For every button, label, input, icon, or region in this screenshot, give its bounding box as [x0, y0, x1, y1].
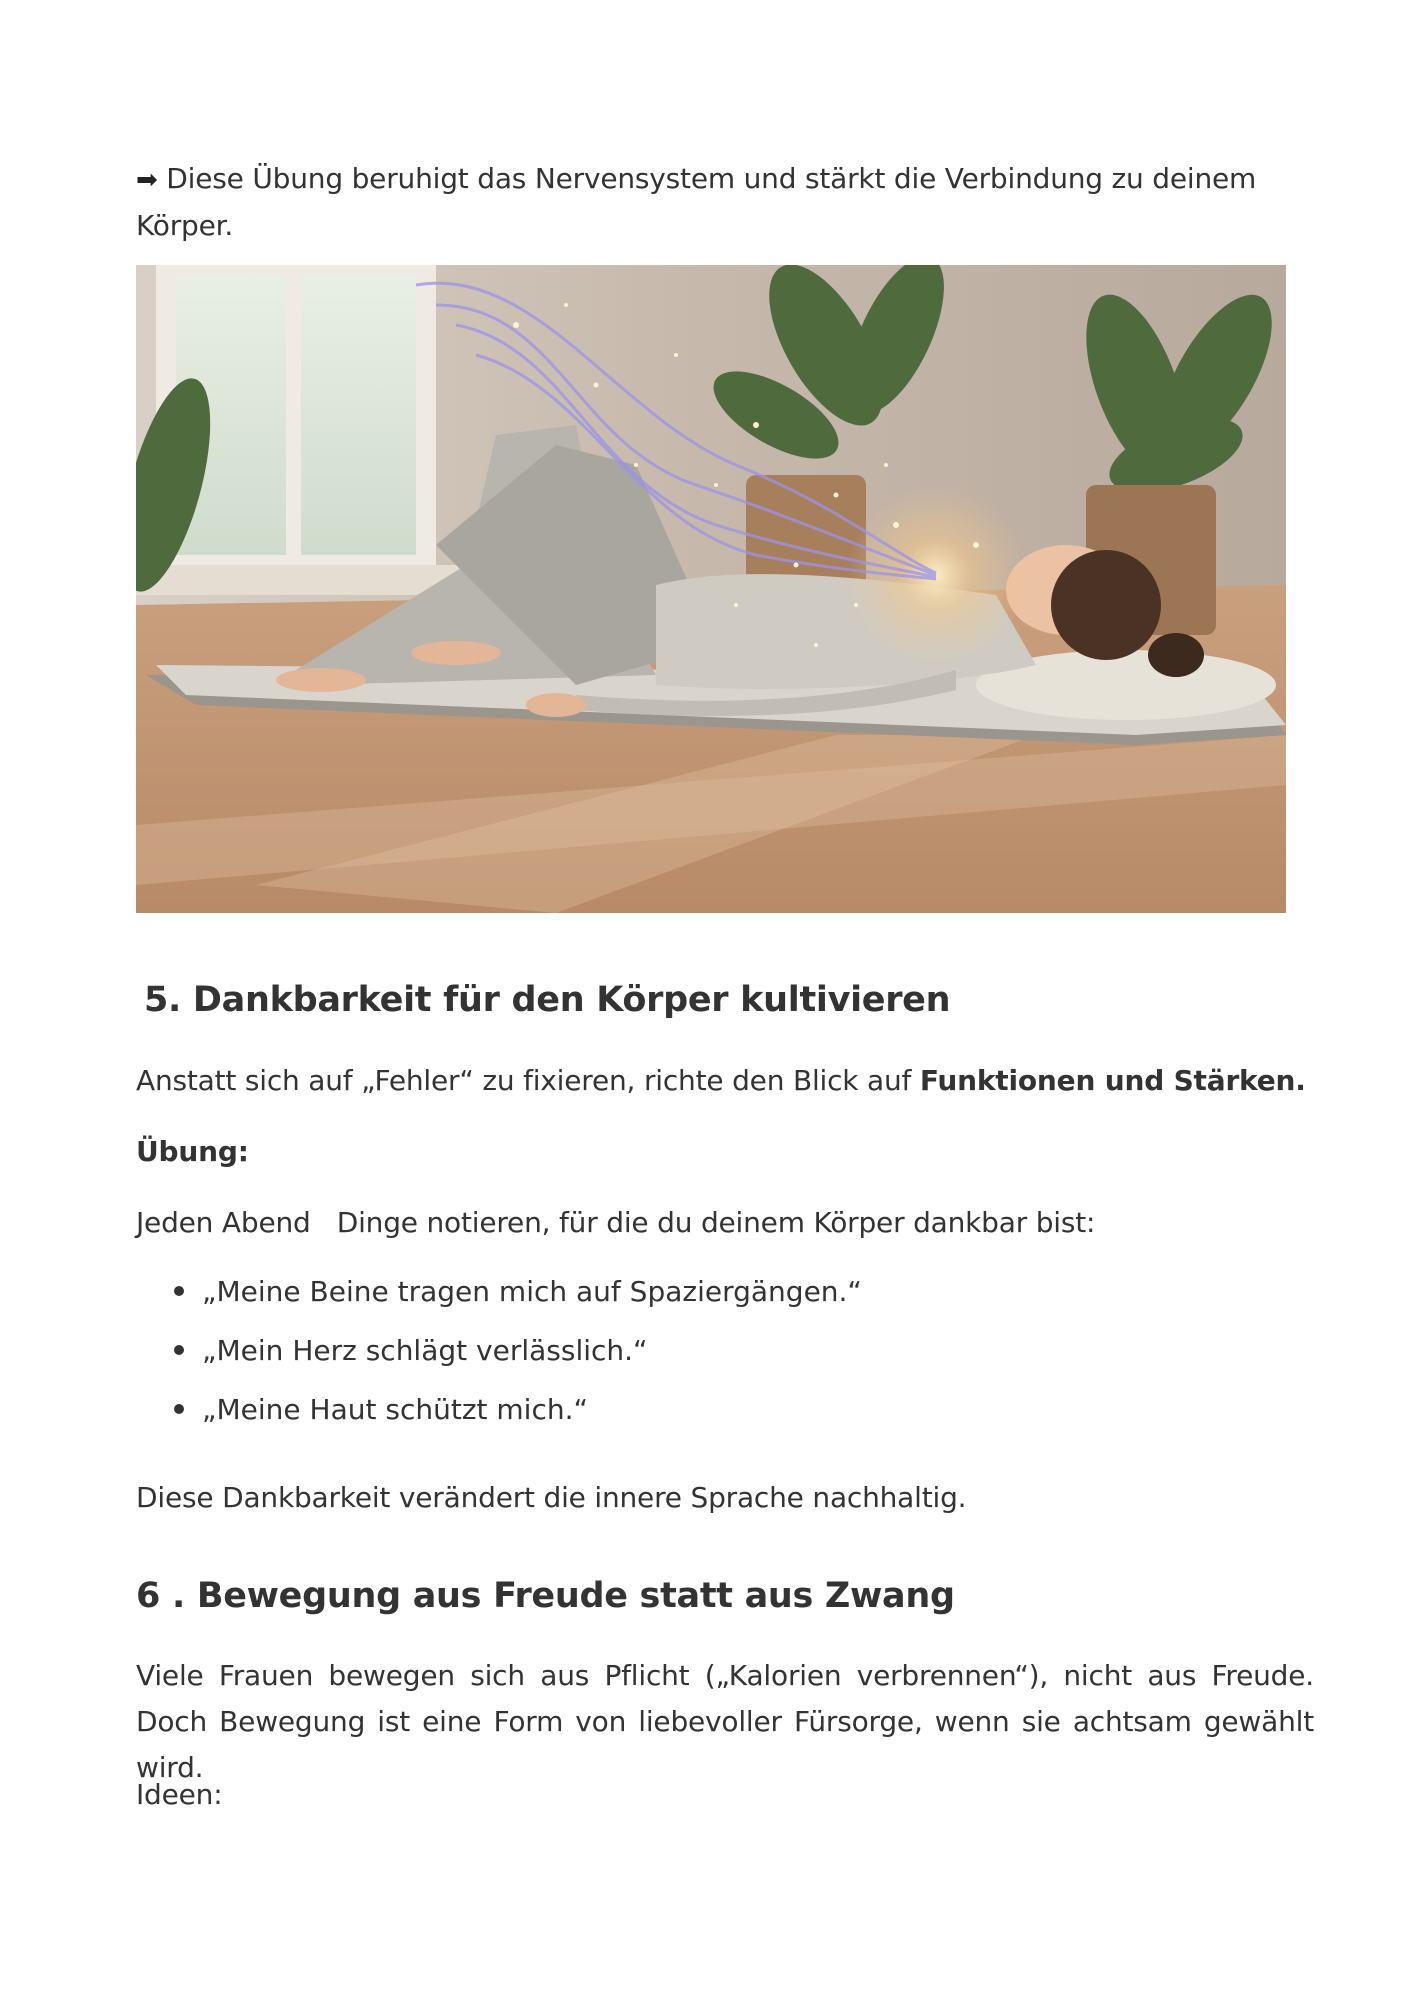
list-item-text: „Meine Haut schützt mich.“ [202, 1393, 589, 1426]
section-5-paragraph-bold: Funktionen und Stärken. [919, 1064, 1306, 1097]
relaxation-breathing-illustration-icon [136, 265, 1286, 913]
section-6-paragraph: Viele Frauen bewegen sich aus Pflicht („Kalorien verbrennen“), nicht aus Freude. Doch Bewegung ist eine Form von liebevoller Fürsorge, wenn sie achtsam gewählt wird. [136, 1659, 1314, 1784]
list-item-text: „Meine Beine tragen mich auf Spaziergängen.“ [202, 1275, 862, 1308]
ideas-label: Ideen: [136, 1778, 223, 1811]
intro-paragraph [136, 156, 1316, 249]
section-5-closing: Diese Dankbarkeit verändert die innere Sprache nachhaltig. [136, 1481, 967, 1514]
bullet-icon [174, 1345, 184, 1355]
bullet-icon [174, 1286, 184, 1296]
breathing-exercise-image [136, 265, 1286, 913]
section-5-paragraph-text: Anstatt sich auf „Fehler“ zu fixieren, richte den Blick auf [136, 1064, 920, 1097]
gratitude-list [136, 1262, 862, 1439]
bullet-icon [174, 1404, 184, 1414]
list-item [136, 1262, 862, 1321]
section-6-heading: 6 . Bewegung aus Freude statt aus Zwang [136, 1576, 955, 1616]
exercise-label-text: Übung: [136, 1135, 249, 1168]
section-5-paragraph [136, 1058, 1316, 1104]
intro-text: Diese Übung beruhigt das Nervensystem und stärkt die Verbindung zu deinem Körper. [136, 162, 1257, 242]
arrow-right-icon: ➡ [136, 165, 158, 195]
exercise-instruction: Jeden Abend Dinge notieren, für die du deinem Körper dankbar bist: [136, 1206, 1096, 1239]
list-item-text: „Mein Herz schlägt verlässlich.“ [202, 1334, 648, 1367]
list-item [136, 1321, 862, 1380]
exercise-label [136, 1129, 249, 1175]
section-5-heading: 5. Dankbarkeit für den Körper kultivieren [144, 980, 951, 1020]
list-item [136, 1380, 862, 1439]
